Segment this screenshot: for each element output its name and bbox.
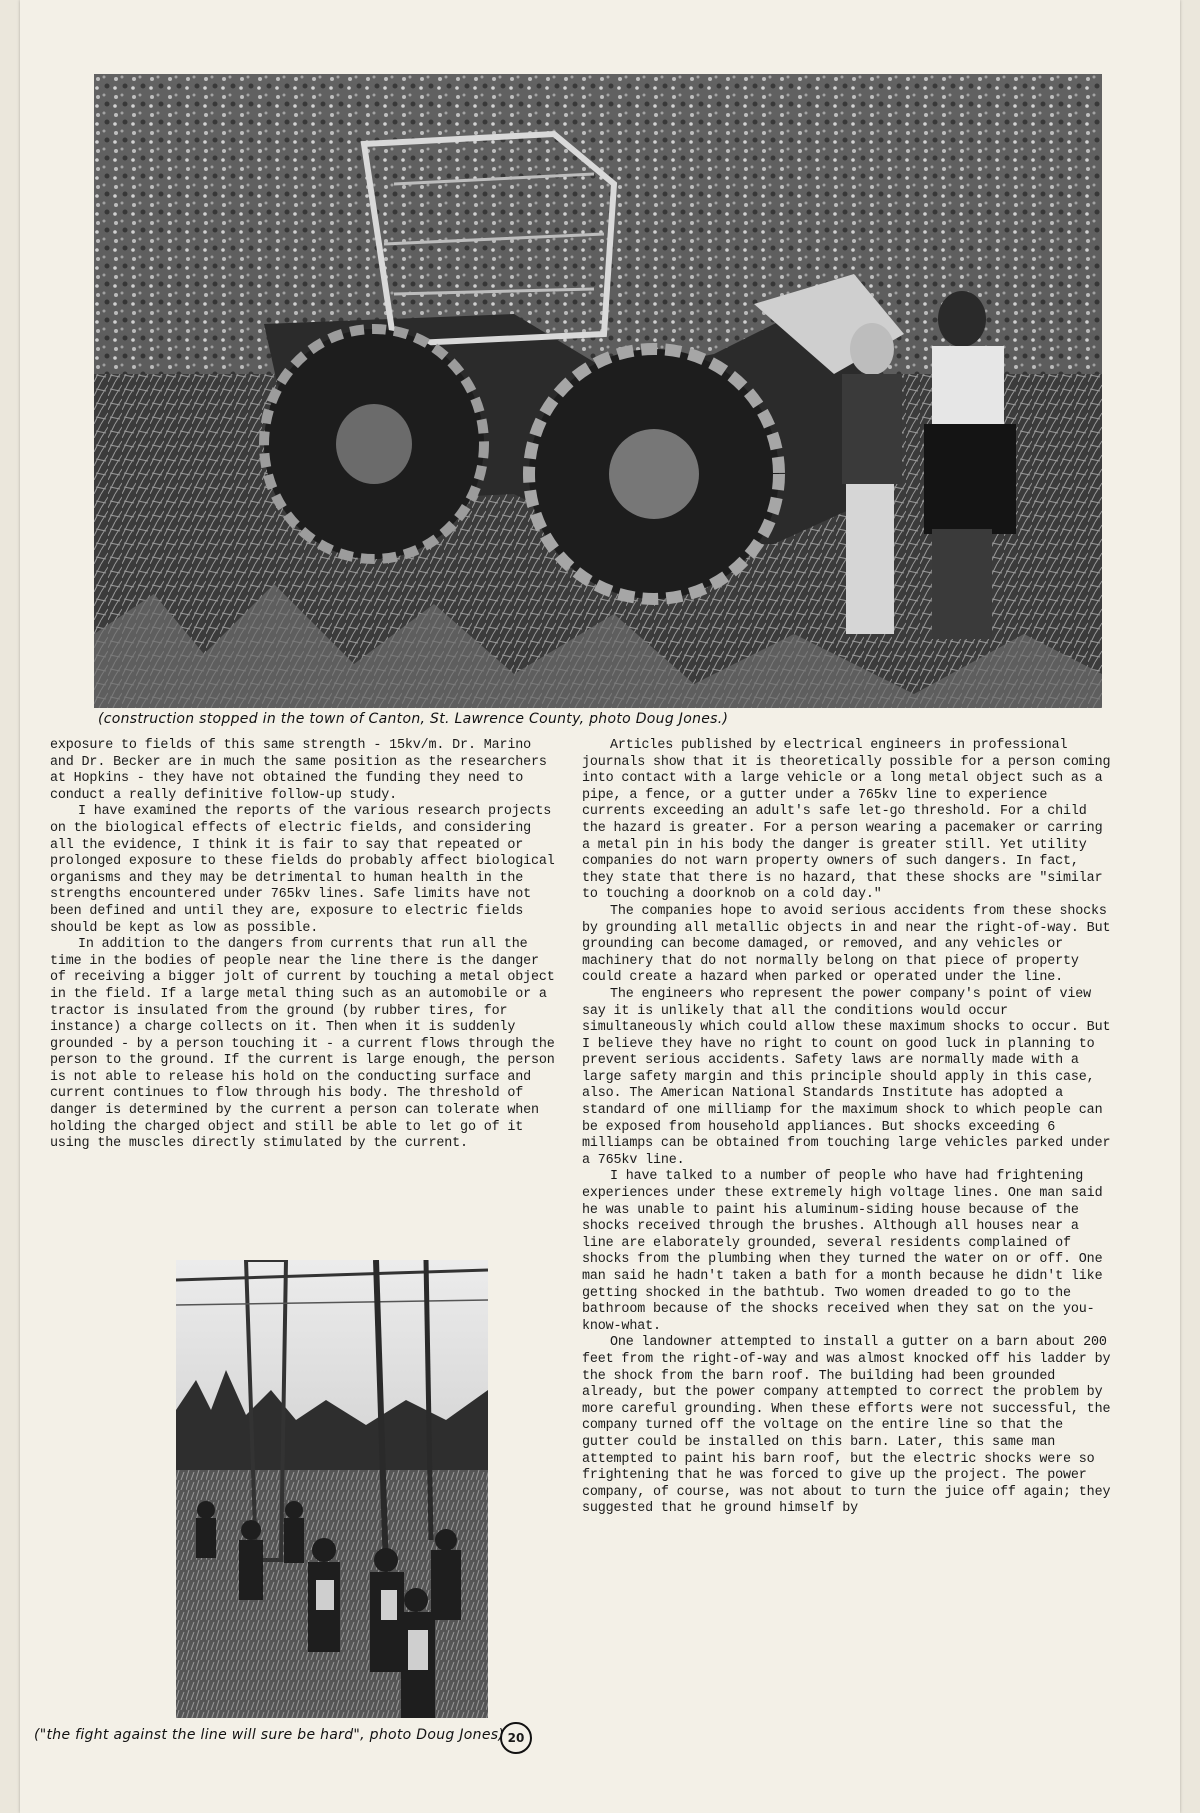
protest-photo-image (176, 1260, 488, 1718)
paragraph: The companies hope to avoid serious accidents from these shocks by grounding all metallic objects in and near the right-of-way. But grounding can become damaged, or removed, and any vehicles or machinery that do not normally belong on that piece of property could create a hazard when parked or operated under the line. (582, 903, 1111, 986)
paragraph: Articles published by electrical engineers in professional journals show that it is theoretically possible for a person coming into contact with a large vehicle or a long metal object such as a pipe, a fence, or a gutter under a 765kv line to experience currents exceeding an adult's safe let-go threshold. For a child the hazard is greater. For a person wearing a pacemaker or carring a metal pin in his body the danger is greater still. Yet utility companies do not warn property owners of such dangers. In fact, they state that there is no hazard, that these shocks are "similar to touching a doorknob on a cold day." (582, 738, 1111, 903)
paragraph: In addition to the dangers from currents that run all the time in the bodies of people near the line there is the danger of receiving a bigger jolt of current by touching a metal object in the field. If a large metal thing such as an automobile or a tractor is insulated from the ground (by rubber tires, for instance) a charge collects on it. Then when it is suddenly grounded - by a person touching it - a current flows through the person to the ground. If the current is large enough, the person is not able to release his hold on the conducting surface and current continues to flow through his body. The threshold of danger is determined by the current a person can tolerate when holding the charged object and still be able to let go of it using the muscles directly stimulated by the current. (50, 937, 555, 1152)
construction-photo-caption: (construction stopped in the town of Canton, St. Lawrence County, photo Doug Jones.) (98, 711, 729, 727)
paragraph: I have talked to a number of people who have had frightening experiences under these extremely high voltage lines. One man said he was unable to paint his aluminum-siding house because of the shocks received through the brushes. Although all houses near a line are elaborately grounded, several residents complained of shocks from the plumbing when they turned the water on or off. One man said he hadn't taken a bath for a month because he didn't like getting shocked in the bathtub. Two women dreaded to go to the bathroom because of the shocks received when they sat on the you-know-what. (582, 1169, 1103, 1334)
construction-photo (94, 74, 1102, 708)
protest-photo-caption: ("the fight against the line will sure be hard", photo Doug Jones) (34, 1727, 505, 1743)
newsletter-page (20, 0, 1180, 1813)
paragraph: exposure to fields of this same strength - 15kv/m. Dr. Marino and Dr. Becker are in much the same position as the researchers at Hopkins - they have not obtained the funding they need to conduct a really definitive follow-up study. (50, 738, 547, 803)
paragraph: The engineers who represent the power company's point of view say it is unlikely that all the conditions would occur simultaneously which could allow these maximum shocks to occur. But I believe they have no right to count on good luck in planning to prevent serious accidents. Safety laws are normally made with a large safety margin and this principle should apply in this case, also. The American National Standards Institute has adopted a standard of one milliamp for the maximum shock to which people can be exposed from household appliances. But shocks exceeding 6 milliamps can be obtained from touching large vehicles parked under a 765kv line. (582, 986, 1111, 1168)
paragraph: I have examined the reports of the various research projects on the biological effects of electric fields, and considering all the evidence, I think it is fair to say that repeated or prolonged exposure to these fields do probably affect biological organisms and they may be detrimental to human health in the strengths encountered under 765kv lines. Safe limits have not been defined and until they are, exposure to electric fields should be kept as low as possible. (50, 804, 555, 936)
protest-photo (176, 1260, 488, 1718)
page-number-badge: 20 (500, 1722, 532, 1754)
article-right-column (582, 738, 1114, 1518)
article-left-column (50, 738, 560, 1153)
construction-photo-image (94, 74, 1102, 708)
paragraph: One landowner attempted to install a gutter on a barn about 200 feet from the right-of-way and was almost knocked off his ladder by the shock from the barn roof. The building had been grounded already, but the power company attempted to correct the problem by more careful grounding. When these efforts were not successful, the company turned off the voltage on the entire line so that the gutter could be installed on this barn. Later, this same man attempted to paint his barn roof, but the electric shocks were so frightening that he was forced to give up the project. The power company, of course, was not about to turn the juice off again; they suggested that he ground himself by (582, 1335, 1111, 1517)
